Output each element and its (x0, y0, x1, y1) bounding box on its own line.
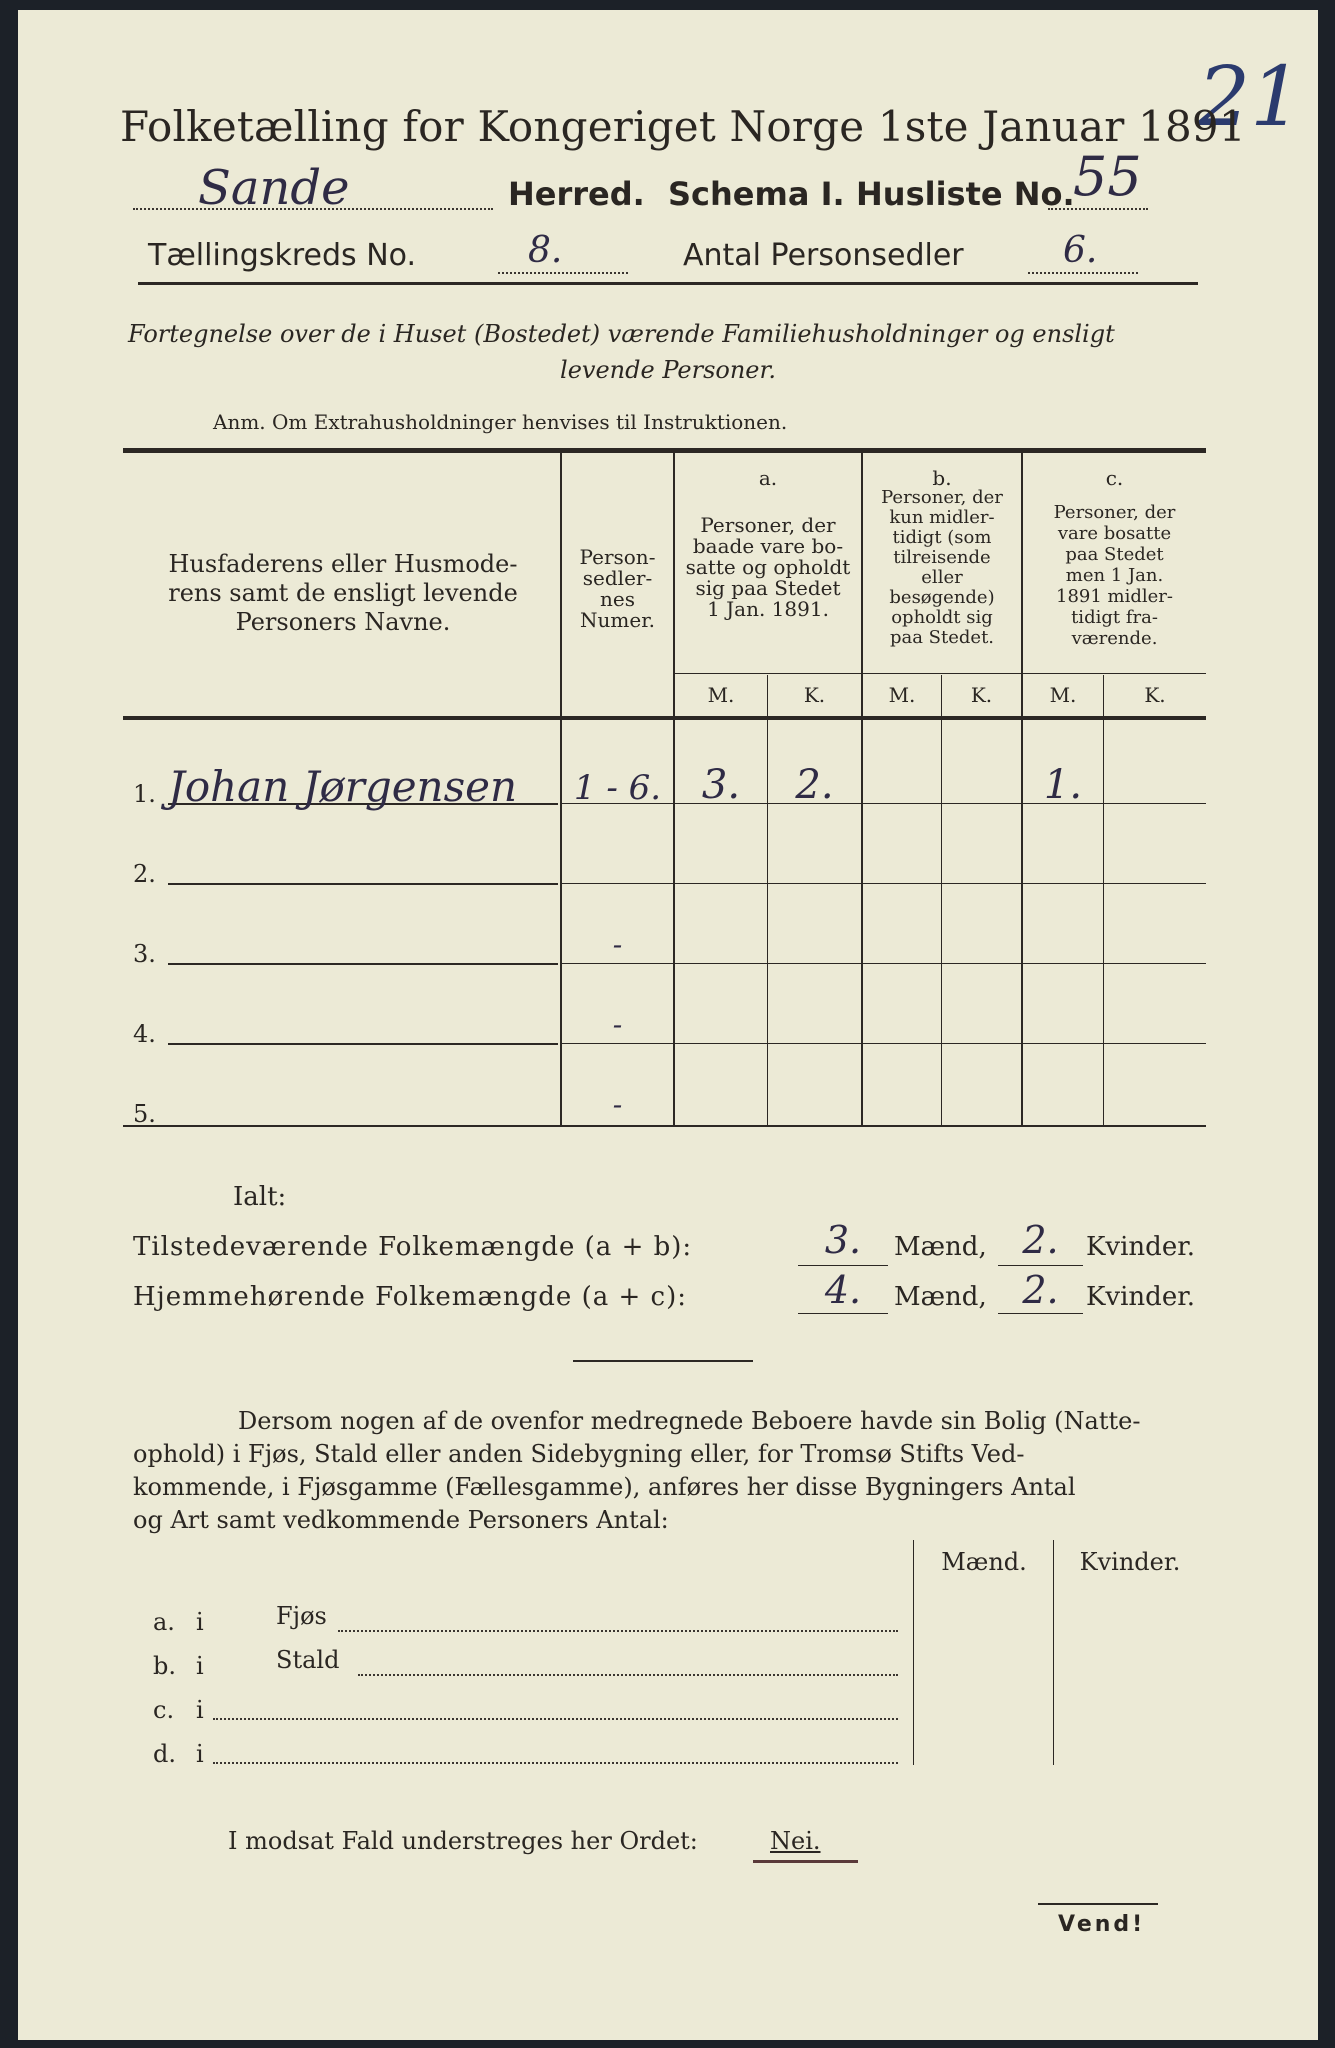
col-c-line: 1891 midler- (1056, 586, 1173, 607)
bygning-i: i (196, 1652, 204, 1680)
hjemme-maend-label: Mænd, (894, 1282, 987, 1312)
bygning-line: og Art samt vedkommende Personers Antal: (133, 1506, 669, 1534)
kreds-number: 8. (528, 230, 563, 271)
husliste-label: Husliste No. (856, 175, 1075, 213)
bygning-paragraph (133, 1405, 1203, 1537)
col-names-line: Personers Navne. (235, 608, 451, 636)
tilstede-maend-label: Mænd, (894, 1232, 987, 1262)
personseddel-numer: - (612, 1008, 623, 1041)
col-a-line: baade vare bo- (692, 534, 844, 558)
col-c-m-label: M. (1049, 683, 1077, 707)
bygning-label: Stald (276, 1646, 340, 1674)
col-b-line: Personer, der (881, 487, 1003, 508)
census-form-page (18, 10, 1318, 2040)
schema-label: Schema I. (668, 175, 845, 213)
bygning-label: Fjøs (276, 1602, 327, 1630)
page-number: 21 (1198, 50, 1303, 145)
col-c-line: paa Stedet (1065, 544, 1164, 565)
row-number: 1. (133, 780, 156, 808)
col-c-line: men 1 Jan. (1065, 565, 1164, 586)
personseddel-numer: 1 - 6. (573, 768, 662, 808)
modsat-text: I modsat Fald understreges her Ordet: (228, 1827, 698, 1855)
row-number: 3. (133, 940, 156, 968)
col-a-line: satte og opholdt (685, 555, 851, 579)
tilstede-kvinder-value: 2. (1022, 1218, 1059, 1262)
bygning-letter: d. (153, 1740, 176, 1768)
personsedler-label: Antal Personsedler (683, 238, 964, 273)
hjemme-kvinder-value: 2. (1022, 1268, 1059, 1312)
col-c-line: Personer, der (1053, 502, 1176, 523)
col-c-line: værende. (1071, 628, 1158, 649)
husliste-number: 55 (1073, 145, 1142, 208)
hjemme-maend-value: 4. (824, 1268, 862, 1312)
bygning-letter: a. (153, 1608, 175, 1636)
bygning-i: i (196, 1608, 204, 1636)
bygning-maend-header: Mænd. (941, 1548, 1027, 1576)
personseddel-numer: - (612, 1088, 623, 1121)
col-names-line: Husfaderens eller Husmode- (168, 550, 518, 578)
col-c-line: tidigt fra- (1071, 607, 1158, 628)
col-a-line: Personer, der (700, 513, 836, 537)
row-number: 4. (133, 1020, 156, 1048)
col-b-k-label: K. (970, 683, 993, 707)
nei-word: Nei. (770, 1827, 821, 1855)
kreds-label: Tællingskreds No. (148, 238, 416, 273)
col-header-numer (562, 547, 673, 631)
col-header-names (128, 550, 558, 637)
col-b-line: opholdt sig (891, 607, 993, 628)
tilstede-label: Tilstedeværende Folkemængde (a + b): (133, 1232, 693, 1262)
household-name: Johan Jørgensen (168, 762, 518, 811)
col-header-c-letter: c. (1105, 466, 1124, 490)
col-header-b-letter: b. (932, 466, 952, 490)
col-b-line: tidigt (som (892, 527, 992, 548)
col-b-m-label: M. (888, 683, 916, 707)
col-b-line: paa Stedet. (889, 627, 995, 648)
a-kvinder: 2. (795, 762, 834, 808)
col-numer-line: sedler- (582, 566, 653, 590)
col-header-b (863, 488, 1021, 648)
intro-line1: Fortegnelse over de i Huset (Bostedet) værende Familiehusholdninger og ensligt (128, 320, 1115, 348)
col-numer-line: nes (600, 587, 635, 611)
col-a-line: sig paa Stedet (695, 576, 841, 600)
ialt-label: Ialt: (233, 1182, 287, 1212)
col-a-m-label: M. (707, 683, 735, 707)
tilstede-maend-value: 3. (824, 1218, 862, 1262)
col-b-line: tilreisende (893, 547, 991, 568)
col-b-line: eller (921, 567, 963, 588)
c-maend: 1. (1043, 762, 1083, 808)
herred-name: Sande (198, 160, 350, 216)
col-names-line: rens samt de ensligt levende (168, 579, 518, 607)
bygning-kvinder-header: Kvinder. (1079, 1548, 1181, 1576)
col-numer-line: Numer. (580, 608, 655, 632)
hjemme-kvinder-label: Kvinder. (1086, 1282, 1196, 1312)
col-c-k-label: K. (1144, 683, 1166, 707)
bygning-line: ophold) i Fjøs, Stald eller anden Sidebygning eller, for Tromsø Stifts Ved- (133, 1440, 1025, 1468)
bygning-i: i (196, 1696, 204, 1724)
vend-label: Vend! (1058, 1912, 1146, 1937)
col-a-k-label: K. (803, 683, 826, 707)
col-a-line: 1 Jan. 1891. (707, 597, 829, 621)
row-number: 5. (133, 1100, 156, 1128)
col-header-a-letter: a. (758, 466, 778, 490)
bygning-i: i (196, 1740, 204, 1768)
herred-label: Herred. (508, 175, 645, 213)
bygning-line: kommende, i Fjøsgamme (Fællesgamme), anføres her disse Bygningers Antal (133, 1473, 1076, 1501)
col-numer-line: Person- (579, 545, 656, 569)
col-c-line: vare bosatte (1057, 523, 1172, 544)
personsedler-number: 6. (1063, 230, 1098, 271)
hjemme-label: Hjemmehørende Folkemængde (a + c): (133, 1282, 687, 1312)
col-header-c (1023, 502, 1206, 649)
col-header-a (675, 515, 861, 620)
bygning-line: Dersom nogen af de ovenfor medregnede Beboere havde sin Bolig (Natte- (238, 1407, 1141, 1435)
personseddel-numer: - (612, 928, 623, 961)
bygning-letter: c. (153, 1696, 175, 1724)
form-title: Folketælling for Kongeriget Norge 1ste Januar 1891 (120, 102, 1246, 151)
col-b-line: kun midler- (889, 507, 995, 528)
bygning-letter: b. (153, 1652, 176, 1680)
anm-note: Anm. Om Extrahusholdninger henvises til Instruktionen. (213, 410, 788, 434)
tilstede-kvinder-label: Kvinder. (1086, 1232, 1196, 1262)
row-number: 2. (133, 860, 156, 888)
intro-line2: levende Personer. (560, 356, 776, 384)
col-b-line: besøgende) (889, 587, 995, 608)
a-maend: 3. (701, 762, 741, 808)
